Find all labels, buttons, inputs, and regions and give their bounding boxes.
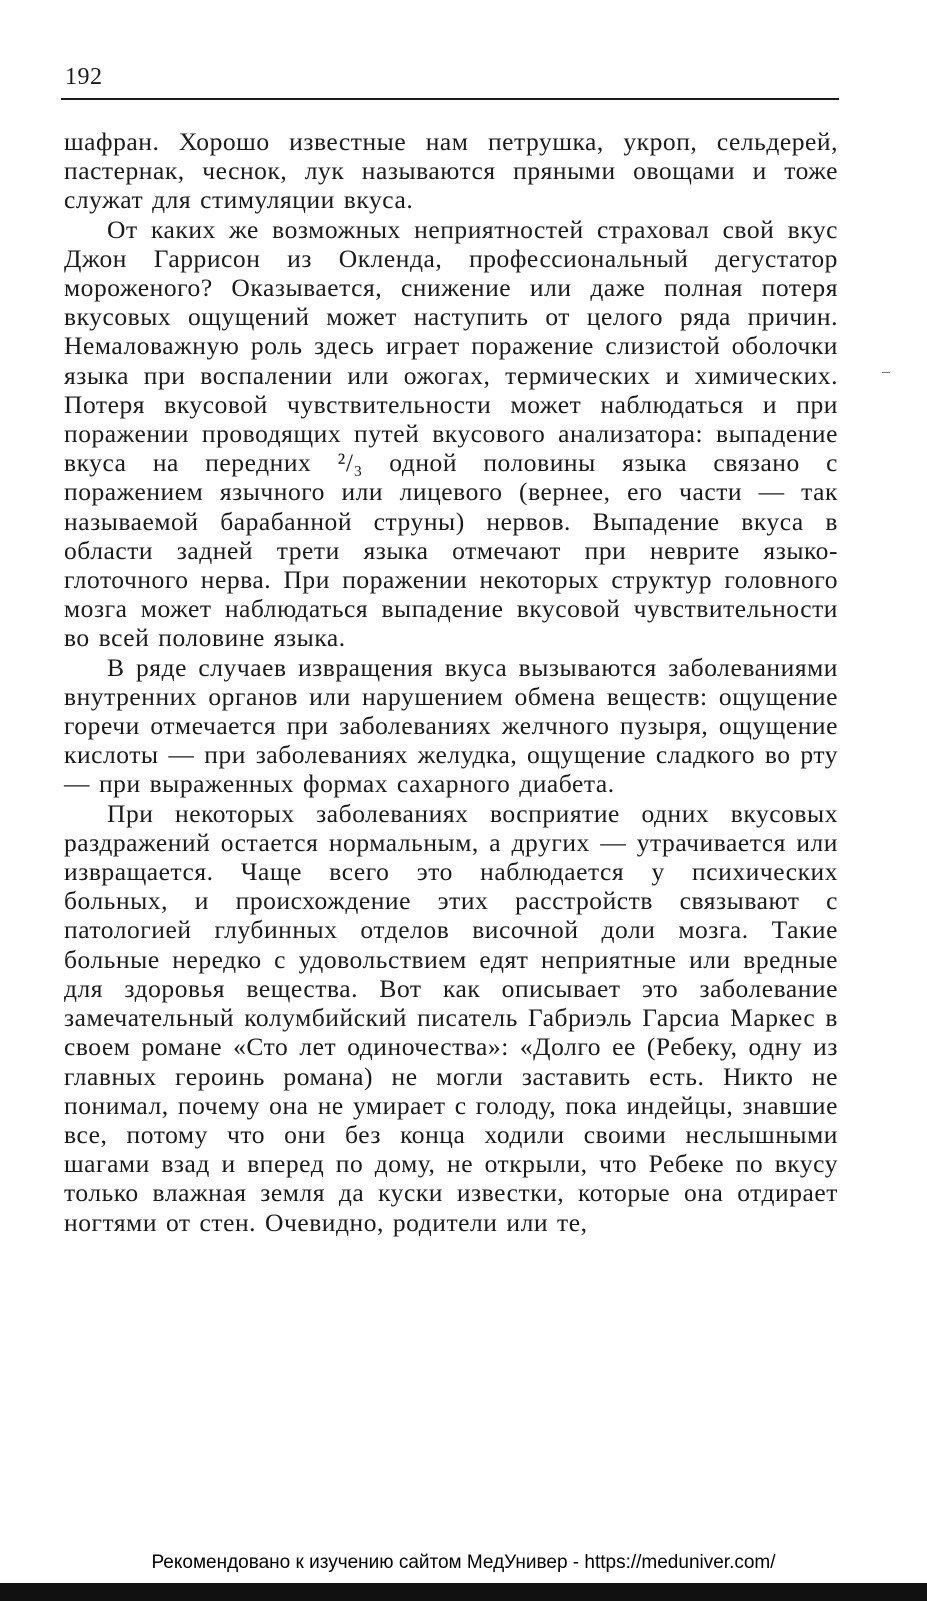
footer-recommendation: Рекомендовано к изучению сайтом МедУнивер - https://meduniver.com/ xyxy=(151,1552,776,1573)
bottom-band xyxy=(0,1583,927,1601)
page-number: 192 xyxy=(65,64,103,90)
header-rule xyxy=(61,98,839,100)
margin-mark xyxy=(882,372,890,373)
paragraph-mental-disorders: При некоторых заболеваниях восприятие одних вкусовых раздражений остается нормальным, а других — утрачивается или извращается. Чаще всего это наблюдается у психических больных, и происхождение этих расстройств связывают с патологией глубинных отделов височной доли мозга. Такие больные нередко с удовольствием едят неприятные или вредные для здоровья вещества. Вот как описывает это заболевание замечательный колумбийский писатель Габриэль Гарсиа Маркес в своем романе «Сто лет одиночества»: «Долго ее (Ребеку, одну из главных героинь романа) не могли заставить есть. Никто не понимал, почему она не умирает с голоду, пока индейцы, знавшие все, потому что они без конца ходили своими неслышными шагами взад и вперед по дому, не открыли, что Ребеке по вкусу только влажная земля да куски известки, которые она отдирает ногтями от стен. Очевидно, родители или те, xyxy=(64,798,838,1237)
paragraph-taste-perversion: В ряде случаев извращения вкуса вызываются заболеваниями внутренних органов или нарушением обмена веществ: ощущение горечи отмечается при заболеваниях желчного пузыря, ощущение кислоты — при заболеваниях желудка, ощущение сладкого во рту — при выраженных формах сахарного диабета. xyxy=(64,652,838,799)
body-text xyxy=(64,127,838,1237)
paragraph-continuation: шафран. Хорошо известные нам петрушка, укроп, сельдерей, пастернак, чеснок, лук называются пряными овощами и тоже служат для стимуляции вкуса. xyxy=(64,127,838,215)
paragraph-taste-loss: От каких же возможных неприятностей страховал свой вкус Джон Гаррисон из Окленда, профессиональный дегустатор мороженого? Оказывается, снижение или даже полная потеря вкусовых ощущений может наступить от целого ряда причин. Немаловажную роль здесь играет поражение слизистой оболочки языка при воспалении или ожогах, термических и химических. Потеря вкусовой чувствительности может наблюдаться и при поражении проводящих путей вкусового анализатора: выпадение вкуса на передних ²/₃ одной половины языка связано с поражением язычного или лицевого (вернее, его части — так называемой барабанной струны) нервов. Выпадение вкуса в области задней трети языка отмечают при неврите языко-глоточного нерва. При поражении некоторых структур головного мозга может наблюдаться выпадение вкусовой чувствительности во всей половине языка. xyxy=(64,214,838,653)
